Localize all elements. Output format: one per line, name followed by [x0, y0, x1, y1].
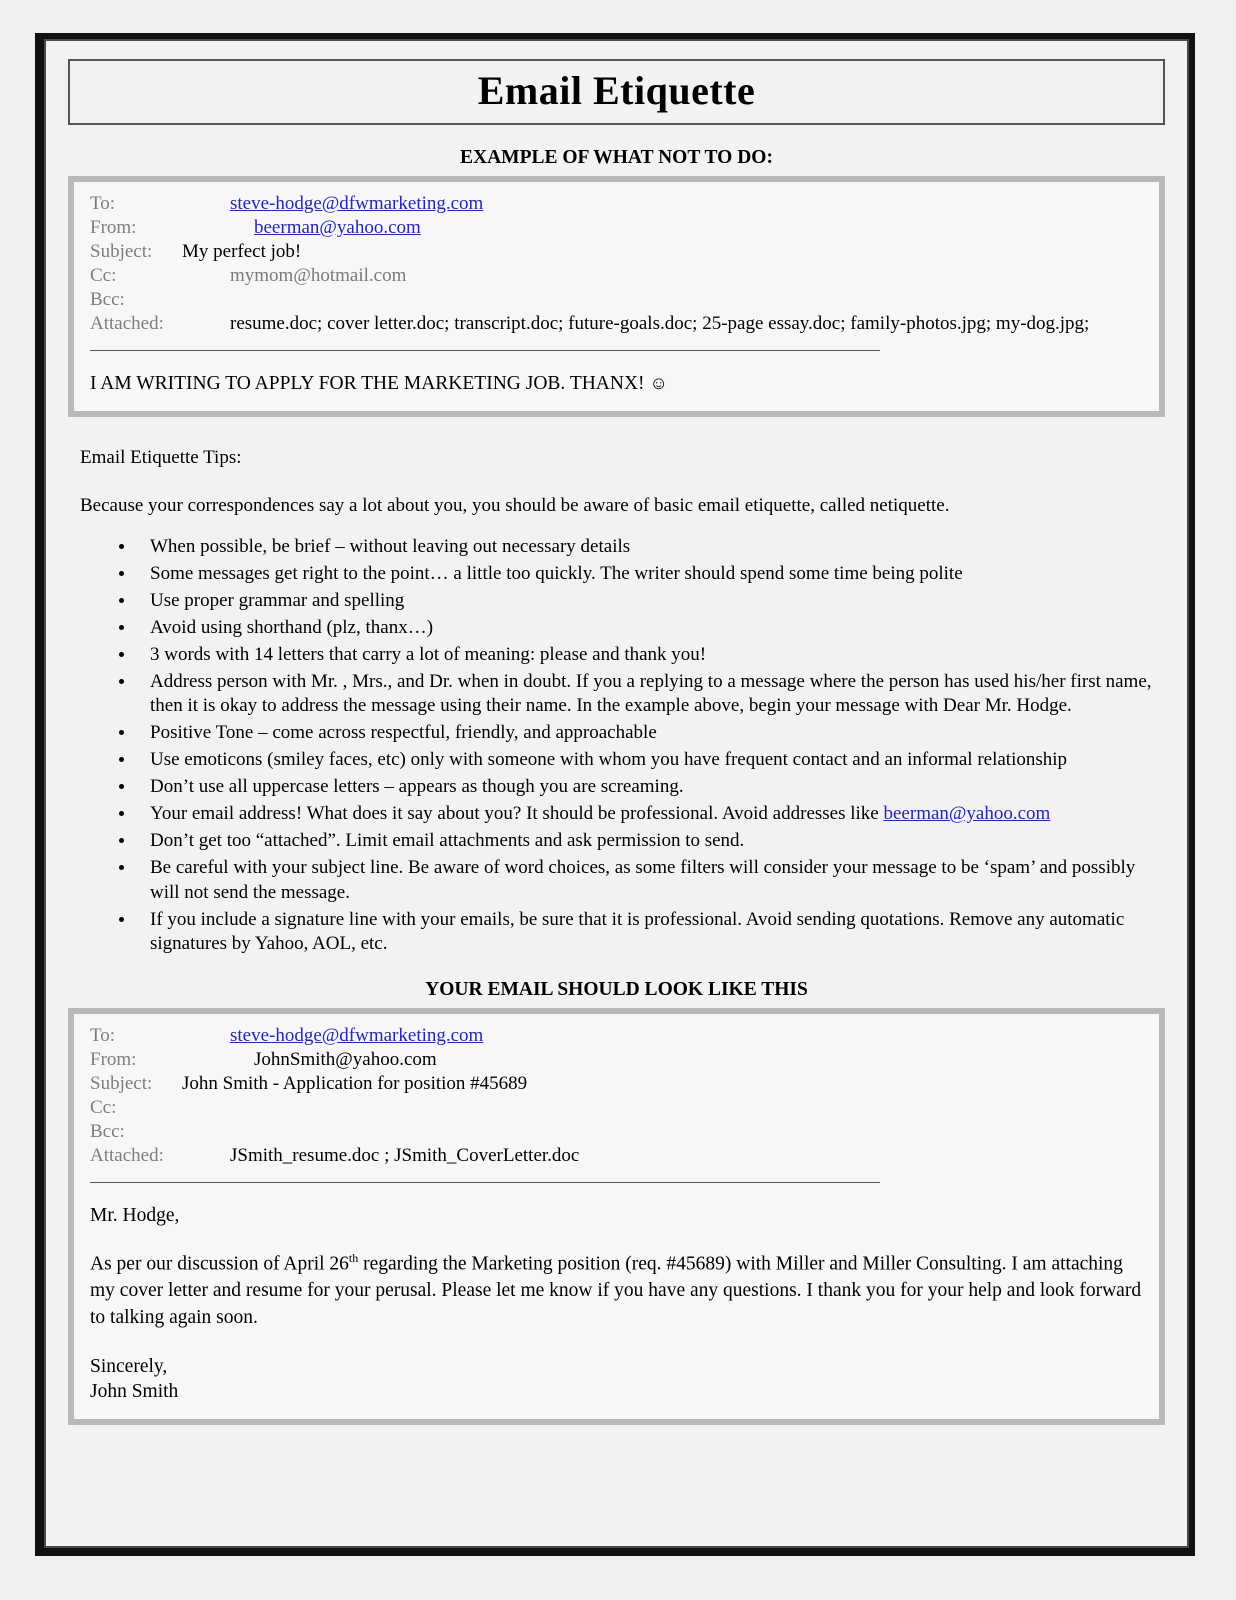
bad-email-body [90, 371, 1143, 397]
good-email-headers [90, 1024, 1143, 1168]
list-item: • Use emoticons (smiley faces, etc) only with someone with whom you have frequent contact and an informal relationship [136, 748, 1161, 773]
list-item: • Address person with Mr. , Mrs., and Dr. when in doubt. If you a replying to a message where the person has used his/her first name, then it is okay to address the message using their name. In the example above, begin your message with Dear Mr. Hodge. [136, 670, 1161, 719]
page-inner-border [44, 39, 1189, 1548]
bcc-label: Bcc: [90, 1120, 125, 1142]
signature-block [90, 1354, 1143, 1405]
to-label: To: [90, 193, 116, 214]
good-email-example [68, 1008, 1165, 1425]
salutation: Mr. Hodge, [90, 1204, 180, 1226]
table-row [90, 216, 1143, 240]
list-item: • If you include a signature line with your emails, be sure that it is professional. Avoid sending quotations. Remove any automatic signatures by Yahoo, AOL, etc. [136, 908, 1161, 957]
from-email-link[interactable]: beerman@yahoo.com [254, 217, 421, 238]
to-value [182, 192, 1143, 216]
header-divider [90, 1182, 880, 1183]
cc-value: mymom@hotmail.com [230, 265, 407, 286]
document-page [35, 33, 1195, 1556]
tips-list [72, 535, 1161, 957]
ordinal-suffix: th [348, 1250, 359, 1265]
list-item: • Avoid using shorthand (plz, thanx…) [136, 616, 1161, 641]
table-row [90, 1096, 1143, 1120]
from-label: From: [90, 217, 137, 238]
document-title-box [68, 59, 1165, 125]
table-row [90, 1144, 1143, 1168]
to-value [182, 1024, 1143, 1048]
table-row [90, 264, 1143, 288]
from-value [182, 216, 1143, 240]
table-row [90, 312, 1143, 336]
to-email-link[interactable]: steve-hodge@dfwmarketing.com [230, 1024, 484, 1046]
table-row [90, 192, 1143, 216]
cc-value [182, 1096, 1143, 1120]
tips-intro: Because your correspondences say a lot about you, you should be aware of basic email etiquette, called netiquette. [80, 495, 950, 517]
bad-email-headers [90, 192, 1143, 336]
table-row [90, 240, 1143, 264]
table-row [90, 288, 1143, 312]
bad-example-heading: EXAMPLE OF WHAT NOT TO DO: [460, 147, 773, 168]
list-item: • When possible, be brief – without leaving out necessary details [136, 535, 1161, 560]
email-tip-link[interactable]: beerman@yahoo.com [883, 803, 1051, 825]
list-item: • Be careful with your subject line. Be aware of word choices, as some filters will consider your message to be ‘spam’ and possibly will not send the message. [136, 856, 1161, 905]
bcc-label: Bcc: [90, 289, 125, 310]
table-row [90, 1024, 1143, 1048]
paragraph-part-1: As per our discussion of April 26 [90, 1253, 349, 1275]
from-label: From: [90, 1048, 137, 1070]
attached-label: Attached: [90, 313, 164, 334]
subject-label: Subject: [90, 241, 153, 262]
closing: Sincerely, [90, 1356, 168, 1378]
attached-value: JSmith_resume.doc ; JSmith_CoverLetter.doc [230, 1144, 580, 1166]
list-item: • Use proper grammar and spelling [136, 589, 1161, 614]
table-row [90, 1048, 1143, 1072]
from-value: JohnSmith@yahoo.com [254, 1048, 437, 1070]
table-row [90, 1072, 1143, 1096]
cc-label: Cc: [90, 265, 117, 286]
list-item: • Don’t use all uppercase letters – appears as though you are screaming. [136, 775, 1161, 800]
table-row [90, 1120, 1143, 1144]
bcc-value [182, 288, 1143, 312]
attached-value: resume.doc; cover letter.doc; transcript.doc; future-goals.doc; 25-page essay.doc; family-photos.jpg; my-dog.jpg; [230, 313, 1090, 334]
body-paragraph [90, 1250, 1143, 1332]
subject-value: John Smith - Application for position #45689 [182, 1072, 528, 1094]
page-title: Email Etiquette [477, 68, 756, 113]
list-item: • Positive Tone – come across respectful, friendly, and approachable [136, 721, 1161, 746]
tips-heading: Email Etiquette Tips: [80, 447, 242, 469]
bcc-value [182, 1120, 1143, 1144]
to-label: To: [90, 1024, 116, 1046]
signature-name: John Smith [90, 1381, 179, 1403]
bad-email-example [68, 176, 1165, 417]
list-item: • Don’t get too “attached”. Limit email attachments and ask permission to send. [136, 829, 1161, 854]
header-divider [90, 350, 880, 351]
cc-label: Cc: [90, 1096, 117, 1118]
tips-section [66, 447, 1167, 957]
list-item-email-address [136, 802, 1161, 827]
list-item: • Some messages get right to the point… a little too quickly. The writer should spend some time being polite [136, 562, 1161, 587]
bad-email-body-text: I AM WRITING TO APPLY FOR THE MARKETING JOB. THANX! [90, 373, 645, 394]
smiley-icon: ☺ [649, 373, 668, 393]
list-item: • 3 words with 14 letters that carry a lot of meaning: please and thank you! [136, 643, 1161, 668]
attached-label: Attached: [90, 1144, 164, 1166]
paragraph-part-2: regarding the Marketing position (req. #45689) with Miller and Miller Consulting. I am attaching my cover letter and resume for your perusal. Please let me know if you have any questions. I thank you for your help and look forward to talking again soon. [90, 1253, 1142, 1329]
subject-value: My perfect job! [182, 241, 302, 262]
subject-label: Subject: [90, 1072, 153, 1094]
to-email-link[interactable]: steve-hodge@dfwmarketing.com [230, 193, 484, 214]
email-tip-text: Your email address! What does it say about you? It should be professional. Avoid addresses like [150, 803, 884, 825]
good-example-heading: YOUR EMAIL SHOULD LOOK LIKE THIS [425, 978, 808, 1000]
good-email-body [90, 1203, 1143, 1405]
